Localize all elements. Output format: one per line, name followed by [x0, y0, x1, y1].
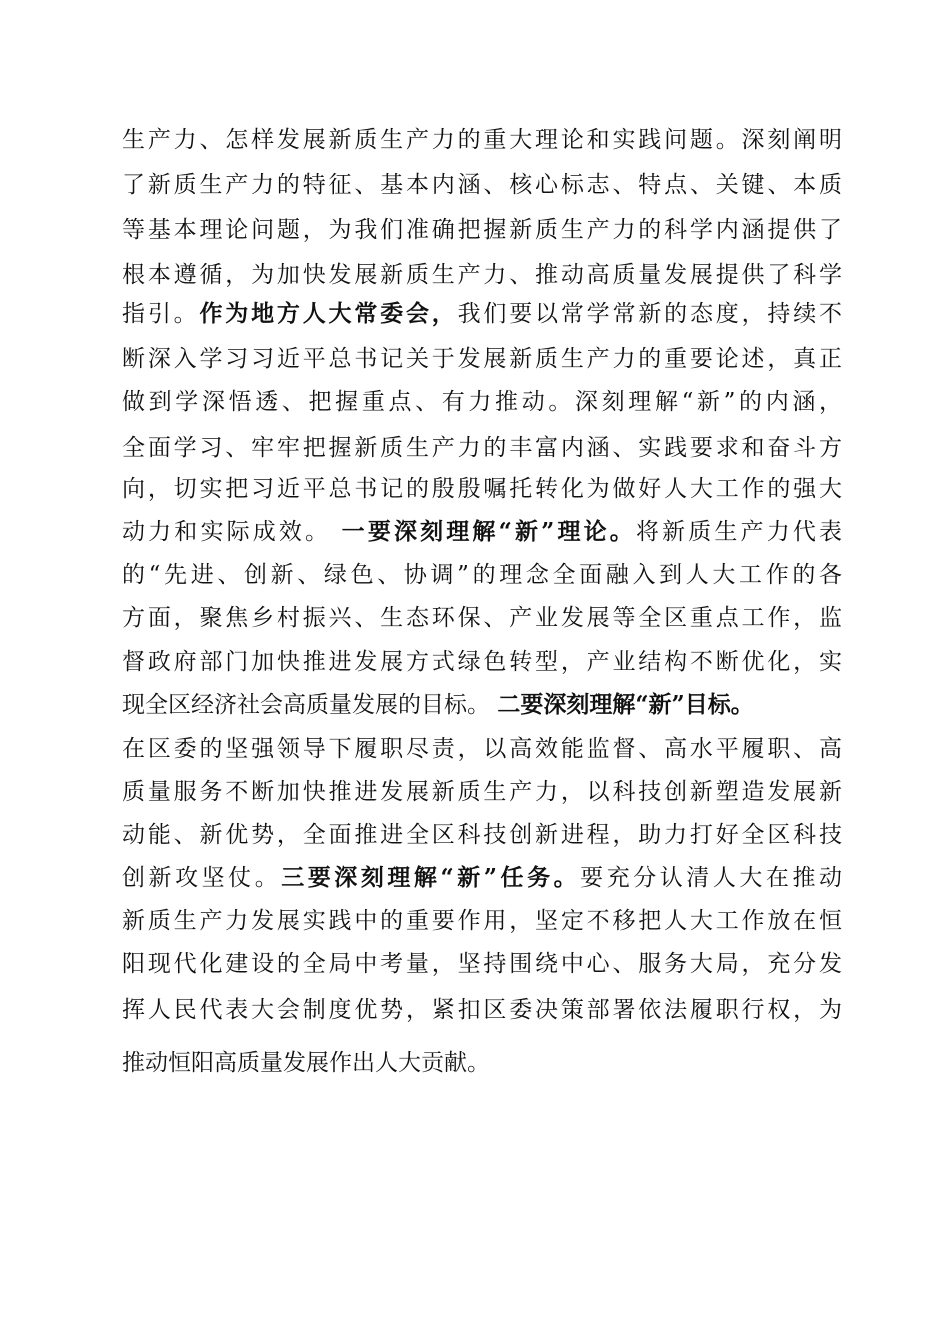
text-line: 推动恒阳高质量发展作出人大贡献。 — [122, 1050, 490, 1076]
text-line: 动力和实际成效。 一要深刻理解“新”理论。将新质生产力代表 — [122, 518, 843, 545]
text-line: 在区委的坚强领导下履职尽责，以高效能监督、高水平履职、高 — [122, 736, 842, 762]
text-line: 的“先进、创新、绿色、协调”的理念全面融入到人大工作的各 — [122, 562, 842, 588]
text-line: 创新攻坚仗。三要深刻理解“新”任务。要充分认清人大在推动 — [122, 864, 843, 891]
text-line: 根本遵循，为加快发展新质生产力、推动高质量发展提供了科学 — [122, 262, 842, 288]
text-line: 指引。作为地方人大常委会，我们要以常学常新的态度，持续不 — [122, 300, 843, 327]
text-line: 向，切实把习近平总书记的殷殷嘱托转化为做好人大工作的强大 — [122, 476, 842, 502]
text-line: 方面，聚焦乡村振兴、生态环保、产业发展等全区重点工作，监 — [122, 605, 842, 631]
text-line: 动能、新优势，全面推进全区科技创新进程，助力打好全区科技 — [122, 822, 842, 848]
text-line: 全面学习、牢牢把握新质生产力的丰富内涵、实践要求和奋斗方 — [122, 435, 842, 461]
text-line: 督政府部门加快推进发展方式绿色转型，产业结构不断优化，实 — [122, 649, 842, 675]
text-line: 挥人民代表大会制度优势，紧扣区委决策部署依法履职行权，为 — [122, 997, 842, 1023]
text-line: 质量服务不断加快推进发展新质生产力，以科技创新塑造发展新 — [122, 779, 842, 805]
text-line: 阳现代化建设的全局中考量，坚持围绕中心、服务大局，充分发 — [122, 951, 842, 977]
bold-heading: 一要深刻理解“新”理论。 — [341, 518, 636, 545]
text-line: 做到学深悟透、把握重点、有力推动。深刻理解“新”的内涵， — [122, 389, 842, 415]
bold-heading: 作为地方人大常委会， — [199, 300, 458, 327]
bold-heading: 三要深刻理解“新”任务。 — [281, 864, 581, 891]
text-line: 断深入学习习近平总书记关于发展新质生产力的重要论述，真正 — [122, 346, 842, 372]
text-line: 现全区经济社会高质量发展的目标。 二要深刻理解“新”目标。 — [122, 691, 754, 718]
text-line: 生产力、怎样发展新质生产力的重大理论和实践问题。深刻阐明 — [122, 127, 842, 153]
text-line: 新质生产力发展实践中的重要作用，坚定不移把人大工作放在恒 — [122, 908, 842, 934]
text-line: 了新质生产力的特征、基本内涵、核心标志、特点、关键、本质 — [122, 172, 842, 198]
bold-heading: 二要深刻理解“新”目标。 — [497, 691, 754, 718]
text-line: 等基本理论问题，为我们准确把握新质生产力的科学内涵提供了 — [122, 217, 842, 243]
